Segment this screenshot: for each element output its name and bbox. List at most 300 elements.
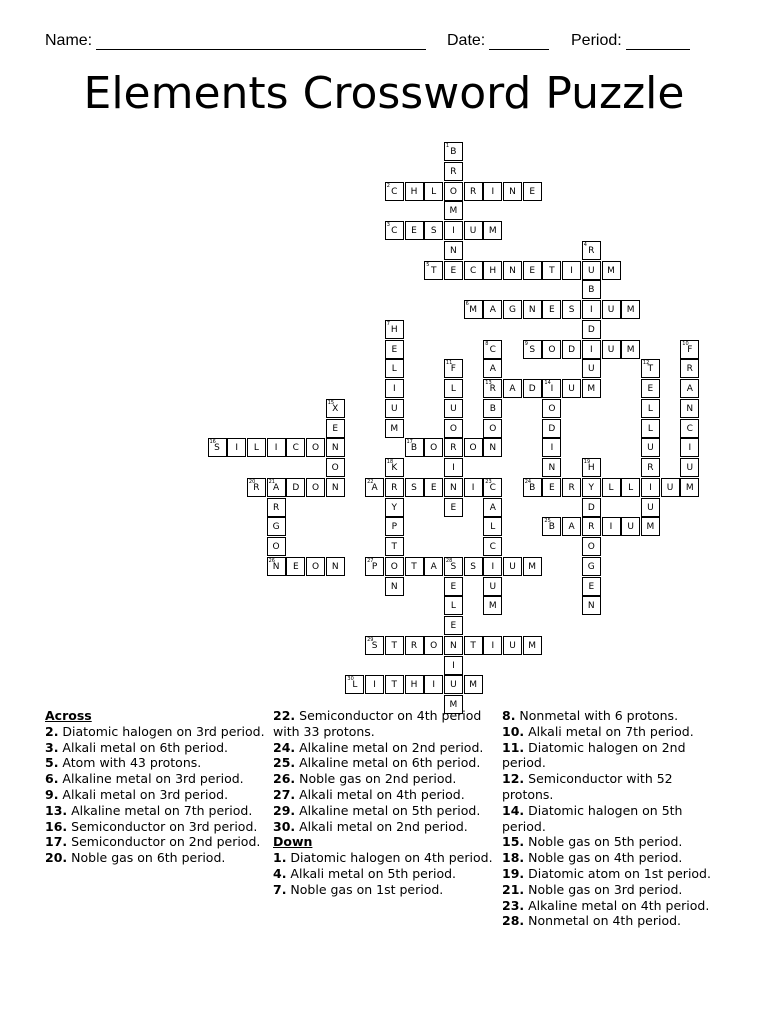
cell-letter: C — [489, 344, 496, 355]
grid-cell[interactable] — [444, 261, 463, 280]
grid-cell[interactable] — [542, 379, 561, 398]
grid-cell[interactable] — [523, 340, 542, 359]
grid-cell[interactable] — [385, 340, 404, 359]
grid-cell[interactable] — [444, 656, 463, 675]
grid-cell[interactable] — [602, 300, 621, 319]
grid-cell[interactable] — [483, 340, 502, 359]
grid-cell[interactable] — [306, 438, 325, 457]
grid-cell[interactable] — [641, 458, 660, 477]
grid-cell[interactable] — [464, 261, 483, 280]
grid-cell[interactable] — [424, 221, 443, 240]
grid-cell[interactable] — [444, 458, 463, 477]
clue-number: 12 — [642, 360, 650, 367]
clue-item — [45, 771, 269, 787]
grid-cell[interactable] — [365, 557, 384, 576]
grid-cell[interactable] — [641, 517, 660, 536]
grid-cell[interactable] — [306, 557, 325, 576]
grid-cell[interactable] — [483, 517, 502, 536]
grid-cell[interactable] — [680, 399, 699, 418]
grid-cell[interactable] — [326, 458, 345, 477]
clues-column-2 — [273, 708, 497, 898]
grid-cell[interactable] — [503, 379, 522, 398]
cell-letter: H — [489, 265, 497, 276]
clue-text: Semiconductor on 4th period with 33 protons. — [273, 708, 482, 739]
grid-cell[interactable] — [444, 221, 463, 240]
cell-letter: D — [548, 423, 556, 434]
name-label: Name: — [45, 32, 93, 49]
clue-number: 13 — [485, 380, 492, 386]
grid-cell[interactable] — [385, 320, 404, 339]
grid-cell[interactable] — [562, 300, 581, 319]
clue-number: 11. — [502, 739, 525, 755]
clue-text: Diatomic halogen on 4th period. — [286, 850, 493, 866]
grid-cell[interactable] — [641, 438, 660, 457]
grid-cell[interactable] — [444, 636, 463, 655]
cell-letter: U — [647, 443, 654, 454]
clue-item — [273, 819, 497, 835]
grid-cell[interactable] — [267, 537, 286, 556]
grid-cell[interactable] — [385, 359, 404, 378]
grid-cell[interactable] — [464, 636, 483, 655]
clue-text: Noble gas on 1st period. — [286, 881, 444, 897]
cell-letter: A — [273, 482, 280, 493]
clue-text: Semiconductor with 52 protons. — [502, 771, 673, 802]
grid-cell[interactable] — [444, 182, 463, 201]
cell-letter: S — [430, 226, 437, 236]
cell-letter: Y — [588, 482, 595, 493]
grid-cell[interactable] — [483, 182, 502, 201]
cell-letter: I — [452, 463, 455, 473]
cell-letter: L — [647, 423, 653, 434]
clue-number: 1. — [273, 850, 287, 866]
grid-cell[interactable] — [542, 458, 561, 477]
cell-letter: R — [647, 463, 654, 473]
grid-cell[interactable] — [444, 498, 463, 517]
clue-number: 21. — [502, 881, 525, 897]
clue-number: 19 — [583, 459, 591, 465]
cell-letter: D — [587, 324, 595, 335]
grid-cell[interactable] — [582, 517, 601, 536]
cell-letter: A — [489, 305, 496, 315]
grid-cell[interactable] — [365, 478, 384, 497]
grid-cell[interactable] — [385, 379, 404, 398]
grid-cell[interactable] — [345, 675, 364, 694]
cell-letter: R — [568, 482, 575, 493]
grid-cell[interactable] — [405, 221, 424, 240]
grid-cell[interactable] — [444, 399, 463, 418]
grid-cell[interactable] — [680, 458, 699, 477]
clue-item — [502, 866, 726, 882]
grid-cell[interactable] — [641, 498, 660, 517]
grid-cell[interactable] — [326, 557, 345, 576]
cell-letter: U — [450, 403, 457, 414]
cell-letter: L — [628, 482, 634, 493]
grid-cell[interactable] — [326, 399, 345, 418]
grid-cell[interactable] — [444, 438, 463, 457]
clue-text: Semiconductor on 2nd period. — [67, 834, 261, 850]
grid-cell[interactable] — [444, 201, 463, 220]
grid-cell[interactable] — [385, 537, 404, 556]
grid-cell[interactable] — [227, 438, 246, 457]
clue-item — [45, 787, 269, 803]
cell-letter: D — [528, 384, 536, 394]
grid-cell[interactable] — [503, 182, 522, 201]
grid-cell[interactable] — [641, 399, 660, 418]
grid-cell[interactable] — [444, 616, 463, 635]
grid-cell[interactable] — [267, 498, 286, 517]
grid-cell[interactable] — [483, 498, 502, 517]
cell-letter: N — [587, 601, 595, 612]
cell-letter: O — [469, 443, 477, 454]
grid-cell[interactable] — [602, 478, 621, 497]
grid-cell[interactable] — [542, 340, 561, 359]
cell-letter: B — [489, 403, 496, 414]
grid-cell[interactable] — [523, 261, 542, 280]
clue-text: Alkaline metal on 7th period. — [67, 802, 253, 818]
grid-cell[interactable] — [405, 557, 424, 576]
cell-letter: H — [410, 186, 418, 197]
cell-letter: M — [528, 640, 537, 651]
grid-cell[interactable] — [385, 557, 404, 576]
grid-cell[interactable] — [621, 517, 640, 536]
grid-cell[interactable] — [286, 557, 305, 576]
grid-cell[interactable] — [424, 675, 443, 694]
grid-cell[interactable] — [582, 379, 601, 398]
clue-number: 15. — [502, 834, 525, 850]
clue-item — [45, 724, 269, 740]
grid-cell[interactable] — [582, 458, 601, 477]
grid-cell[interactable] — [542, 399, 561, 418]
grid-cell[interactable] — [582, 577, 601, 596]
cell-letter: E — [529, 186, 536, 197]
grid-cell[interactable] — [582, 359, 601, 378]
cell-letter: N — [528, 305, 536, 315]
cell-letter: M — [488, 601, 497, 612]
grid-cell[interactable] — [385, 517, 404, 536]
grid-cell[interactable] — [680, 359, 699, 378]
grid-cell[interactable] — [483, 300, 502, 319]
clue-number: 2. — [45, 723, 59, 739]
cell-letter: S — [568, 305, 575, 315]
clues-column-1 — [45, 708, 269, 866]
grid-cell[interactable] — [405, 636, 424, 655]
cell-letter: E — [391, 344, 398, 355]
grid-cell[interactable] — [523, 557, 542, 576]
cell-letter: C — [686, 423, 693, 434]
grid-cell[interactable] — [641, 379, 660, 398]
clue-text: Noble gas on 4th period. — [524, 850, 683, 866]
cell-letter: I — [570, 265, 573, 276]
cell-letter: L — [647, 403, 653, 414]
grid-cell[interactable] — [385, 577, 404, 596]
grid-cell[interactable] — [365, 675, 384, 694]
clue-text: Alkaline metal on 5th period. — [295, 802, 481, 818]
grid-cell[interactable] — [208, 438, 227, 457]
cell-letter: A — [430, 561, 437, 572]
page-title: Elements Crossword Puzzle — [83, 68, 685, 119]
grid-cell[interactable] — [562, 478, 581, 497]
grid-cell[interactable] — [444, 577, 463, 596]
cell-letter: E — [647, 384, 654, 394]
grid-cell[interactable] — [582, 498, 601, 517]
grid-cell[interactable] — [247, 438, 266, 457]
grid-cell[interactable] — [582, 478, 601, 497]
clue-item — [502, 834, 726, 850]
grid-cell[interactable] — [267, 478, 286, 497]
clue-number: 2 — [386, 182, 390, 189]
grid-cell[interactable] — [483, 636, 502, 655]
grid-cell[interactable] — [444, 419, 463, 438]
cell-letter: I — [589, 305, 593, 315]
cell-letter: A — [489, 364, 496, 375]
grid-cell[interactable] — [483, 359, 502, 378]
grid-cell[interactable] — [444, 142, 463, 161]
grid-cell[interactable] — [483, 478, 502, 497]
clue-number: 4. — [273, 865, 287, 881]
clue-item — [502, 803, 726, 835]
grid-cell[interactable] — [405, 675, 424, 694]
grid-cell[interactable] — [267, 557, 286, 576]
cell-letter: O — [548, 403, 556, 414]
grid-cell[interactable] — [582, 300, 601, 319]
grid-cell[interactable] — [582, 320, 601, 339]
grid-cell[interactable] — [503, 300, 522, 319]
cell-letter: M — [626, 344, 635, 355]
clue-text: Diatomic halogen on 3rd period. — [58, 723, 265, 739]
clue-number: 24 — [524, 478, 532, 485]
grid-cell[interactable] — [680, 419, 699, 438]
cell-letter: O — [449, 186, 457, 197]
grid-cell[interactable] — [444, 596, 463, 615]
grid-cell[interactable] — [365, 636, 384, 655]
grid-cell[interactable] — [424, 182, 443, 201]
grid-cell[interactable] — [602, 261, 621, 280]
cell-letter: N — [509, 265, 516, 276]
grid-cell[interactable] — [385, 221, 404, 240]
grid-cell[interactable] — [582, 596, 601, 615]
grid-cell[interactable] — [385, 478, 404, 497]
grid-cell[interactable] — [405, 438, 424, 457]
grid-cell[interactable] — [523, 478, 542, 497]
grid-cell[interactable] — [641, 359, 660, 378]
cell-letter: F — [450, 364, 456, 375]
cell-letter: U — [607, 305, 615, 315]
grid-cell[interactable] — [385, 636, 404, 655]
clue-text: Atom with 43 protons. — [58, 755, 202, 771]
cell-letter: T — [549, 265, 555, 276]
down-clue-list — [273, 850, 497, 897]
clue-number: 3 — [386, 222, 390, 228]
grid-cell[interactable] — [602, 340, 621, 359]
grid-cell[interactable] — [641, 478, 660, 497]
cell-letter: N — [489, 443, 497, 454]
grid-cell[interactable] — [562, 379, 581, 398]
grid-cell[interactable] — [503, 557, 522, 576]
grid-cell[interactable] — [503, 261, 522, 280]
grid-cell[interactable] — [542, 517, 561, 536]
grid-cell[interactable] — [444, 379, 463, 398]
grid-cell[interactable] — [680, 340, 699, 359]
cell-letter: M — [449, 206, 458, 217]
grid-cell[interactable] — [523, 182, 542, 201]
grid-cell[interactable] — [483, 221, 502, 240]
cell-letter: L — [450, 601, 456, 612]
grid-cell[interactable] — [464, 438, 483, 457]
grid-cell[interactable] — [444, 675, 463, 694]
grid-cell[interactable] — [542, 419, 561, 438]
grid-cell[interactable] — [483, 399, 502, 418]
grid-cell[interactable] — [582, 241, 601, 260]
grid-cell[interactable] — [286, 478, 305, 497]
grid-cell[interactable] — [326, 419, 345, 438]
grid-cell[interactable] — [247, 478, 266, 497]
clue-number: 18. — [502, 850, 525, 866]
cell-letter: X — [332, 403, 339, 414]
clue-number: 24. — [273, 739, 296, 755]
cell-letter: T — [647, 364, 654, 375]
grid-cell[interactable] — [385, 458, 404, 477]
grid-cell[interactable] — [444, 557, 463, 576]
grid-cell[interactable] — [582, 537, 601, 556]
grid-cell[interactable] — [661, 478, 680, 497]
cell-letter: U — [627, 522, 634, 533]
clue-number: 17 — [406, 439, 413, 446]
grid-cell[interactable] — [621, 340, 640, 359]
clue-number: 29 — [367, 636, 374, 643]
cell-letter: S — [450, 561, 457, 572]
grid-cell[interactable] — [680, 438, 699, 457]
grid-cell[interactable] — [306, 478, 325, 497]
clue-number: 28 — [445, 557, 453, 564]
grid-cell[interactable] — [464, 478, 483, 497]
grid-cell[interactable] — [483, 557, 502, 576]
clue-text: Semiconductor on 3rd period. — [67, 818, 258, 834]
clue-text: Alkali metal on 7th period. — [524, 723, 694, 739]
grid-cell[interactable] — [523, 300, 542, 319]
grid-cell[interactable] — [424, 261, 443, 280]
grid-cell[interactable] — [444, 359, 463, 378]
grid-cell[interactable] — [267, 517, 286, 536]
grid-cell[interactable] — [424, 636, 443, 655]
grid-cell[interactable] — [621, 478, 640, 497]
grid-cell[interactable] — [562, 340, 581, 359]
grid-cell[interactable] — [444, 162, 463, 181]
grid-cell[interactable] — [405, 182, 424, 201]
grid-cell[interactable] — [582, 340, 601, 359]
grid-cell[interactable] — [405, 478, 424, 497]
grid-cell[interactable] — [582, 280, 601, 299]
clue-number: 30 — [347, 676, 354, 683]
cell-letter: E — [450, 581, 457, 592]
grid-cell[interactable] — [562, 261, 581, 280]
down-heading: Down — [273, 834, 313, 850]
grid-cell[interactable] — [424, 557, 443, 576]
clue-number: 6 — [465, 301, 469, 307]
grid-cell[interactable] — [562, 517, 581, 536]
grid-cell[interactable] — [444, 241, 463, 260]
clue-text: Diatomic atom on 1st period. — [524, 865, 711, 881]
grid-cell[interactable] — [326, 438, 345, 457]
grid-cell[interactable] — [503, 636, 522, 655]
grid-cell[interactable] — [483, 261, 502, 280]
grid-cell[interactable] — [542, 438, 561, 457]
grid-cell[interactable] — [444, 478, 463, 497]
clue-text: Alkaline metal on 4th period. — [524, 897, 710, 913]
grid-cell[interactable] — [483, 438, 502, 457]
grid-cell[interactable] — [483, 379, 502, 398]
grid-cell[interactable] — [483, 537, 502, 556]
grid-cell[interactable] — [385, 399, 404, 418]
grid-cell[interactable] — [641, 419, 660, 438]
cell-letter: Y — [391, 502, 398, 513]
grid-cell[interactable] — [680, 379, 699, 398]
cell-letter: L — [431, 186, 437, 197]
cell-letter: L — [391, 364, 397, 375]
grid-cell[interactable] — [464, 182, 483, 201]
cell-letter: S — [214, 443, 220, 454]
grid-cell[interactable] — [542, 300, 561, 319]
cell-letter: T — [391, 680, 398, 691]
date-label: Date: — [447, 32, 486, 49]
clue-text: Alkali metal on 4th period. — [295, 786, 465, 802]
grid-cell[interactable] — [464, 221, 483, 240]
grid-cell[interactable] — [621, 300, 640, 319]
grid-cell[interactable] — [582, 557, 601, 576]
grid-cell[interactable] — [542, 478, 561, 497]
cell-letter: U — [450, 680, 457, 691]
cell-letter: O — [272, 542, 280, 552]
clue-number: 20. — [45, 850, 68, 866]
cell-letter: A — [371, 482, 378, 493]
cell-letter: N — [272, 561, 280, 572]
cell-letter: U — [647, 502, 654, 513]
grid-cell[interactable] — [385, 182, 404, 201]
grid-cell[interactable] — [523, 379, 542, 398]
grid-cell[interactable] — [483, 577, 502, 596]
cell-letter: T — [430, 265, 437, 276]
grid-cell[interactable] — [424, 478, 443, 497]
clue-text: Nonmetal on 4th period. — [524, 913, 682, 929]
grid-cell[interactable] — [424, 438, 443, 457]
grid-cell[interactable] — [602, 517, 621, 536]
cell-letter: C — [292, 443, 299, 454]
clue-text: Noble gas on 6th period. — [67, 850, 226, 866]
cell-letter: E — [549, 305, 555, 315]
grid-cell[interactable] — [680, 478, 699, 497]
grid-cell[interactable] — [326, 478, 345, 497]
clue-number: 10. — [502, 723, 525, 739]
grid-cell[interactable] — [523, 636, 542, 655]
grid-cell[interactable] — [385, 498, 404, 517]
grid-cell[interactable] — [542, 261, 561, 280]
grid-cell[interactable] — [464, 675, 483, 694]
grid-cell[interactable] — [483, 596, 502, 615]
cell-letter: U — [588, 265, 595, 276]
grid-cell[interactable] — [267, 438, 286, 457]
grid-cell[interactable] — [582, 261, 601, 280]
clue-item — [45, 803, 269, 819]
grid-cell[interactable] — [286, 438, 305, 457]
cell-letter: G — [272, 522, 280, 533]
cell-letter: B — [529, 482, 536, 493]
grid-cell[interactable] — [464, 557, 483, 576]
cell-letter: N — [450, 482, 457, 493]
grid-cell[interactable] — [385, 675, 404, 694]
grid-cell[interactable] — [483, 419, 502, 438]
across-clue-list — [45, 724, 269, 866]
grid-cell[interactable] — [464, 300, 483, 319]
grid-cell[interactable] — [385, 419, 404, 438]
